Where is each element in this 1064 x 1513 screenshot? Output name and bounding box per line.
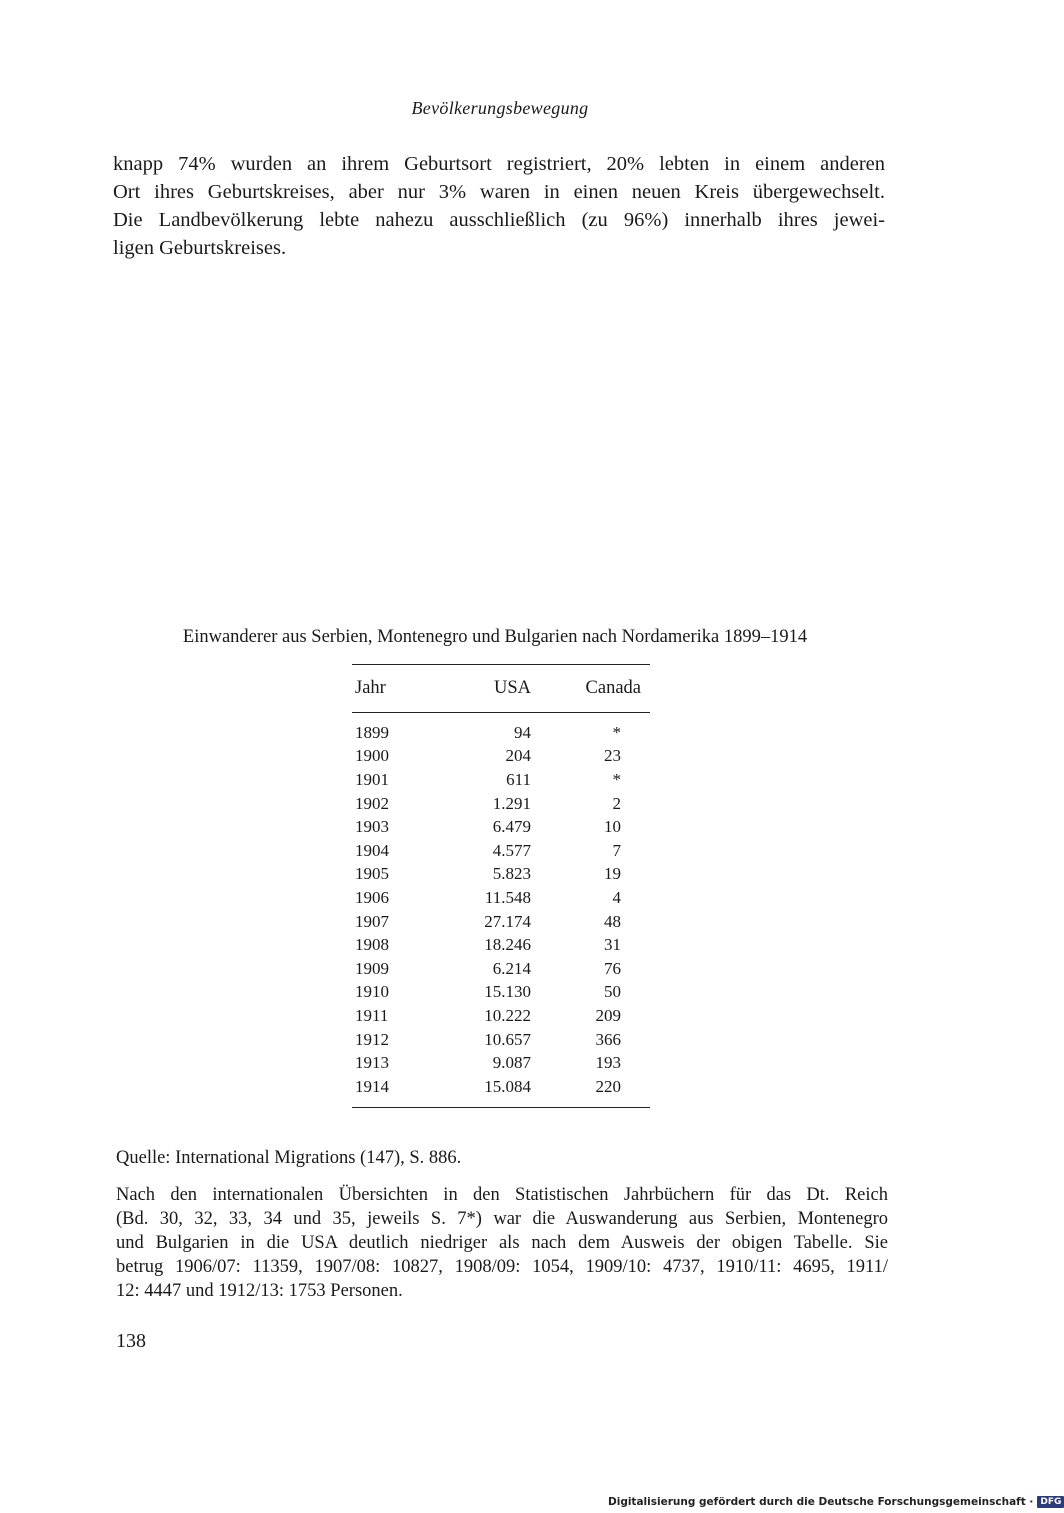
table-row bbox=[352, 768, 650, 792]
header-canada: Canada bbox=[585, 678, 641, 698]
cell-usa: 4.577 bbox=[492, 840, 531, 860]
table-header-row bbox=[352, 665, 650, 713]
table-row bbox=[352, 1028, 650, 1052]
cell-year: 1902 bbox=[355, 793, 389, 813]
table-row bbox=[352, 1051, 650, 1075]
paragraph-line: und Bulgarien in die USA deutlich niedriger als nach dem Ausweis der obigen Tabelle. Sie bbox=[116, 1233, 888, 1253]
cell-canada: 50 bbox=[604, 982, 621, 1002]
digitization-footer bbox=[608, 1496, 1064, 1508]
cell-year: 1906 bbox=[355, 887, 389, 907]
cell-year: 1903 bbox=[355, 817, 389, 837]
note-paragraph bbox=[116, 1183, 888, 1303]
cell-year: 1912 bbox=[355, 1029, 389, 1049]
cell-year: 1907 bbox=[355, 911, 389, 931]
cell-usa: 11.548 bbox=[484, 887, 531, 907]
table-row bbox=[352, 815, 650, 839]
intro-paragraph bbox=[113, 150, 885, 262]
cell-year: 1908 bbox=[355, 935, 389, 955]
cell-usa: 15.130 bbox=[484, 982, 531, 1002]
paragraph-line: Die Landbevölkerung lebte nahezu ausschließlich (zu 96%) innerhalb ihres jewei- bbox=[113, 209, 885, 231]
cell-usa: 27.174 bbox=[484, 911, 531, 931]
cell-canada: 31 bbox=[604, 935, 621, 955]
cell-canada: 48 bbox=[604, 911, 621, 931]
cell-usa: 10.222 bbox=[484, 1005, 531, 1025]
cell-canada: * bbox=[612, 769, 621, 789]
table-body bbox=[352, 713, 650, 1107]
table-row bbox=[352, 981, 650, 1005]
cell-canada: 193 bbox=[595, 1053, 621, 1073]
cell-canada: 76 bbox=[604, 958, 621, 978]
paragraph-line: Nach den internationalen Übersichten in den Statistischen Jahrbüchern für das Dt. Reich bbox=[116, 1185, 888, 1205]
table-row bbox=[352, 792, 650, 816]
cell-usa: 9.087 bbox=[492, 1053, 531, 1073]
cell-canada: 7 bbox=[612, 840, 621, 860]
cell-year: 1910 bbox=[355, 982, 389, 1002]
header-usa: USA bbox=[493, 678, 531, 698]
footer-text: Digitalisierung gefördert durch die Deutsche Forschungsgemeinschaft · bbox=[608, 1496, 1034, 1508]
table-source: Quelle: International Migrations (147), S. 886. bbox=[116, 1148, 462, 1168]
paragraph-line: Ort ihres Geburtskreises, aber nur 3% waren in einen neuen Kreis übergewechselt. bbox=[113, 181, 885, 203]
cell-canada: 220 bbox=[595, 1076, 621, 1096]
table-row bbox=[352, 721, 650, 745]
running-head: Bevölkerungsbewegung bbox=[411, 98, 589, 118]
cell-usa: 611 bbox=[506, 769, 531, 789]
cell-year: 1909 bbox=[355, 958, 389, 978]
cell-usa: 6.479 bbox=[492, 817, 531, 837]
immigration-table bbox=[352, 664, 650, 1108]
paragraph-line: betrug 1906/07: 11359, 1907/08: 10827, 1908/09: 1054, 1909/10: 4737, 1910/11: 4695, 1911/ bbox=[116, 1257, 888, 1277]
cell-year: 1913 bbox=[355, 1053, 389, 1073]
table-row bbox=[352, 910, 650, 934]
cell-usa: 15.084 bbox=[484, 1076, 531, 1096]
cell-canada: 19 bbox=[604, 864, 621, 884]
cell-canada: * bbox=[612, 722, 621, 742]
paragraph-line: 12: 4447 und 1912/13: 1753 Personen. bbox=[116, 1281, 403, 1301]
cell-usa: 10.657 bbox=[484, 1029, 531, 1049]
cell-canada: 10 bbox=[604, 817, 621, 837]
table-row bbox=[352, 745, 650, 769]
table-row bbox=[352, 863, 650, 887]
cell-year: 1911 bbox=[355, 1005, 389, 1025]
cell-canada: 4 bbox=[612, 887, 621, 907]
table-row bbox=[352, 933, 650, 957]
cell-canada: 23 bbox=[604, 746, 621, 766]
cell-usa: 204 bbox=[505, 746, 531, 766]
table-caption: Einwanderer aus Serbien, Montenegro und Bulgarien nach Nordamerika 1899–1914 bbox=[182, 627, 808, 647]
table-row bbox=[352, 839, 650, 863]
cell-usa: 94 bbox=[514, 722, 531, 742]
cell-year: 1900 bbox=[355, 746, 389, 766]
cell-usa: 5.823 bbox=[492, 864, 531, 884]
cell-year: 1904 bbox=[355, 840, 389, 860]
cell-canada: 366 bbox=[595, 1029, 621, 1049]
cell-year: 1899 bbox=[355, 722, 389, 742]
dfg-logo: DFG bbox=[1037, 1496, 1064, 1508]
cell-year: 1901 bbox=[355, 769, 389, 789]
cell-usa: 1.291 bbox=[492, 793, 531, 813]
table-row bbox=[352, 1004, 650, 1028]
cell-canada: 209 bbox=[595, 1005, 621, 1025]
paragraph-line: knapp 74% wurden an ihrem Geburtsort registriert, 20% lebten in einem anderen bbox=[113, 153, 885, 175]
table-row bbox=[352, 1075, 650, 1099]
header-year: Jahr bbox=[355, 678, 386, 698]
cell-canada: 2 bbox=[612, 793, 621, 813]
page-number: 138 bbox=[116, 1330, 146, 1352]
paragraph-line: ligen Geburtskreises. bbox=[113, 237, 287, 259]
cell-year: 1905 bbox=[355, 864, 389, 884]
cell-usa: 18.246 bbox=[484, 935, 531, 955]
table-row bbox=[352, 957, 650, 981]
table-row bbox=[352, 886, 650, 910]
cell-usa: 6.214 bbox=[492, 958, 531, 978]
cell-year: 1914 bbox=[355, 1076, 389, 1096]
paragraph-line: (Bd. 30, 32, 33, 34 und 35, jeweils S. 7*) war die Auswanderung aus Serbien, Montenegro bbox=[116, 1209, 888, 1229]
